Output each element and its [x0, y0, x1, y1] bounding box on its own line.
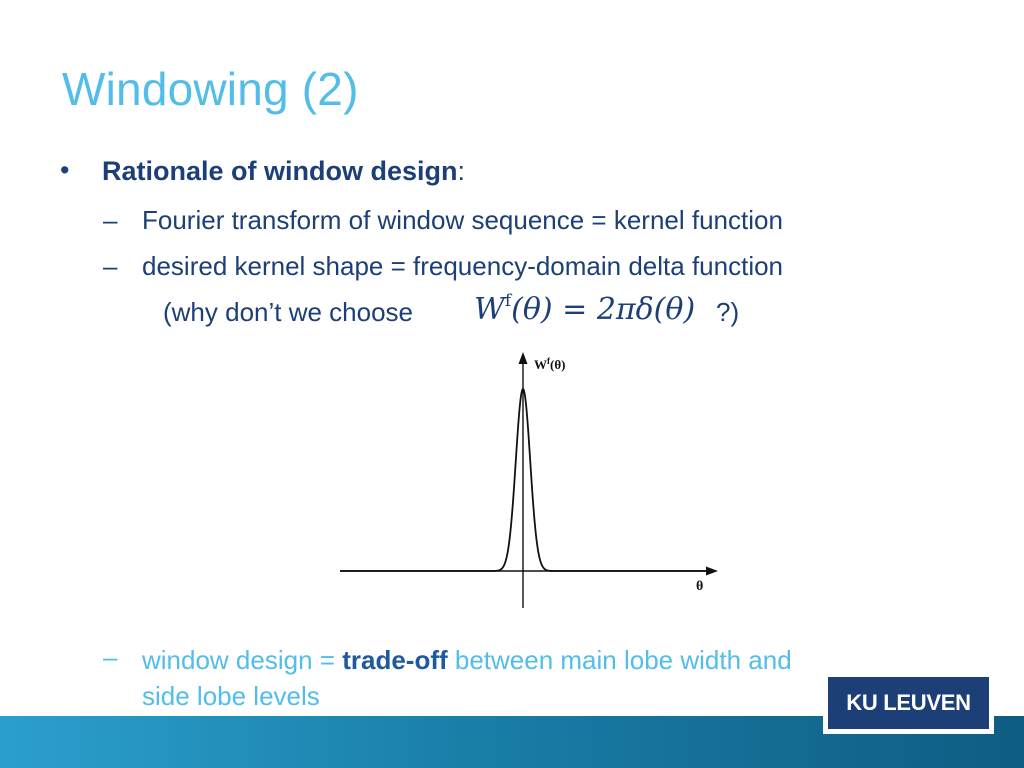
x-axis-arrow: [706, 567, 718, 576]
sub-item-text: window design = trade-off between main lobe width and side lobe levels: [142, 645, 792, 711]
bullet-marker: •: [60, 155, 70, 185]
question-prefix: (why don’t we choose: [163, 297, 414, 327]
formula-w: W: [474, 292, 505, 327]
dash-marker: –: [103, 251, 118, 281]
y-axis-label: $W^f(\theta)$: [534, 356, 566, 372]
formula-sup: f: [504, 291, 512, 311]
bullet-bold-text: Rationale of window design: [102, 156, 458, 186]
bullet-text: [102, 156, 465, 187]
bullet-suffix: :: [457, 156, 466, 186]
sub-item-text: Fourier transform of window sequence = kernel function: [142, 205, 783, 235]
slide-title: Windowing (2): [62, 63, 359, 115]
ku-leuven-logo: KU LEUVEN: [828, 677, 989, 729]
logo-frame: [823, 672, 994, 734]
y-axis-arrow: [519, 352, 528, 364]
kernel-plot: [330, 340, 730, 615]
dash-marker: –: [103, 205, 118, 235]
delta-formula: [474, 291, 695, 327]
sub-item-text: desired kernel shape = frequency-domain delta function: [142, 251, 784, 281]
x-axis-label: θ: [696, 579, 704, 594]
dash-marker: –: [103, 642, 118, 672]
question-suffix: ?): [716, 297, 740, 327]
formula-rest: (θ) = 2πδ(θ): [511, 292, 696, 327]
tradeoff-bold: trade-off: [342, 645, 448, 675]
